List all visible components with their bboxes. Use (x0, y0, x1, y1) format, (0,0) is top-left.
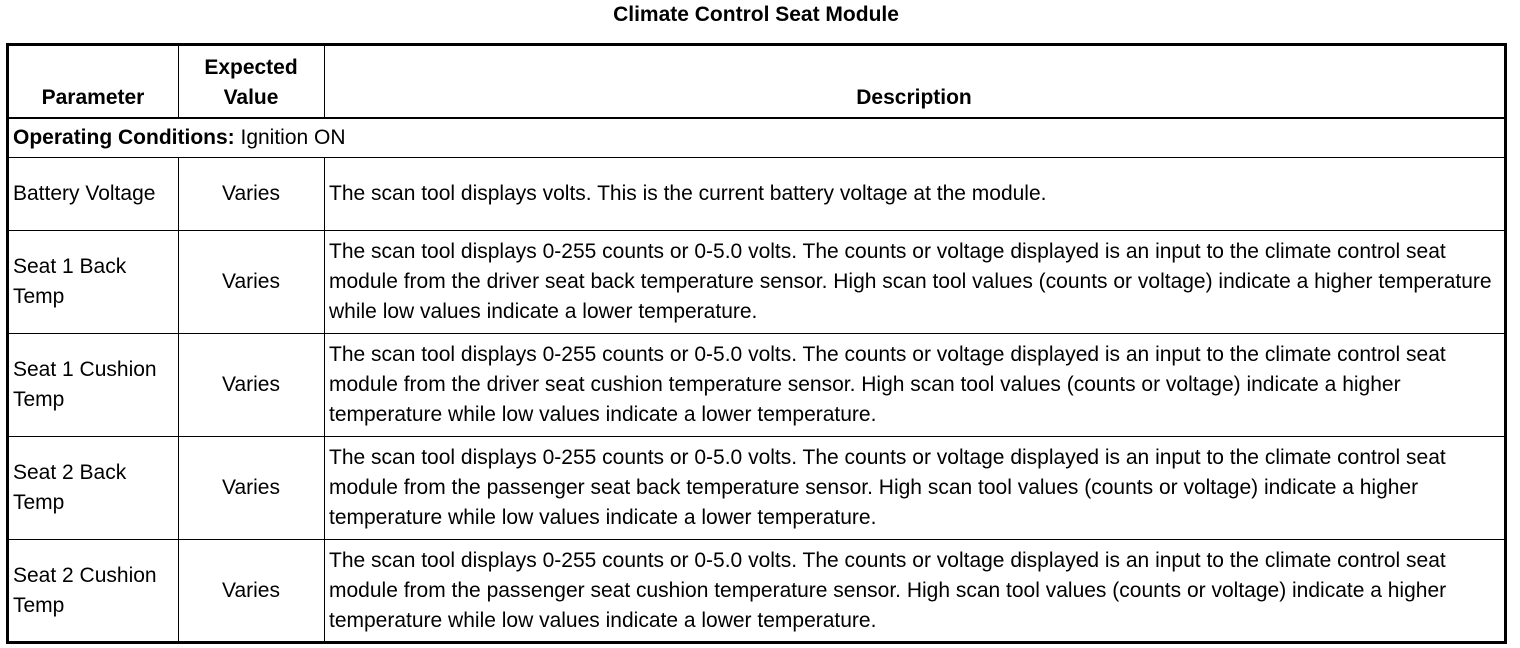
expected-value-cell: Varies (179, 540, 325, 643)
description-cell: The scan tool displays volts. This is the current battery voltage at the module. (325, 158, 1506, 231)
parameter-cell: Battery Voltage (8, 158, 179, 231)
expected-value-cell: Varies (179, 158, 325, 231)
operating-conditions-value: Ignition ON (234, 125, 346, 149)
description-cell: The scan tool displays 0-255 counts or 0-5.0 volts. The counts or voltage displayed is an input to the climate control seat module from the driver seat cushion temperature sensor. High scan tool values (counts or voltage) indicate a higher temperature while low values indicate a lower temperature. (325, 334, 1506, 437)
table-row (8, 231, 1506, 334)
operating-conditions-row (8, 118, 1506, 158)
parameter-cell: Seat 2 Cushion Temp (8, 540, 179, 643)
parameter-cell: Seat 1 Cushion Temp (8, 334, 179, 437)
parameter-table (6, 43, 1507, 644)
expected-value-cell: Varies (179, 334, 325, 437)
table-row (8, 437, 1506, 540)
parameter-cell: Seat 2 Back Temp (8, 437, 179, 540)
column-header-expected-line1: Expected (204, 55, 298, 79)
operating-conditions-cell (8, 118, 1506, 158)
column-header-description: Description (325, 45, 1506, 118)
description-cell: The scan tool displays 0-255 counts or 0-5.0 volts. The counts or voltage displayed is an input to the climate control seat module from the passenger seat back temperature sensor. High scan tool values (counts or voltage) indicate a higher temperature while low values indicate a lower temperature. (325, 437, 1506, 540)
description-cell: The scan tool displays 0-255 counts or 0-5.0 volts. The counts or voltage displayed is an input to the climate control seat module from the passenger seat cushion temperature sensor. High scan tool values (counts or voltage) indicate a higher temperature while low values indicate a lower temperature. (325, 540, 1506, 643)
table-row (8, 158, 1506, 231)
document-title: Climate Control Seat Module (613, 3, 899, 26)
table-row (8, 540, 1506, 643)
expected-value-cell: Varies (179, 231, 325, 334)
column-header-expected-value (179, 45, 325, 118)
column-header-expected-line2: Value (223, 85, 279, 109)
operating-conditions-label: Operating Conditions: (13, 125, 235, 149)
parameter-cell: Seat 1 Back Temp (8, 231, 179, 334)
table-row (8, 334, 1506, 437)
table-header-row (8, 45, 1506, 118)
expected-value-cell: Varies (179, 437, 325, 540)
description-cell: The scan tool displays 0-255 counts or 0-5.0 volts. The counts or voltage displayed is an input to the climate control seat module from the driver seat back temperature sensor. High scan tool values (counts or voltage) indicate a higher temperature while low values indicate a lower temperature. (325, 231, 1506, 334)
column-header-parameter: Parameter (8, 45, 179, 118)
